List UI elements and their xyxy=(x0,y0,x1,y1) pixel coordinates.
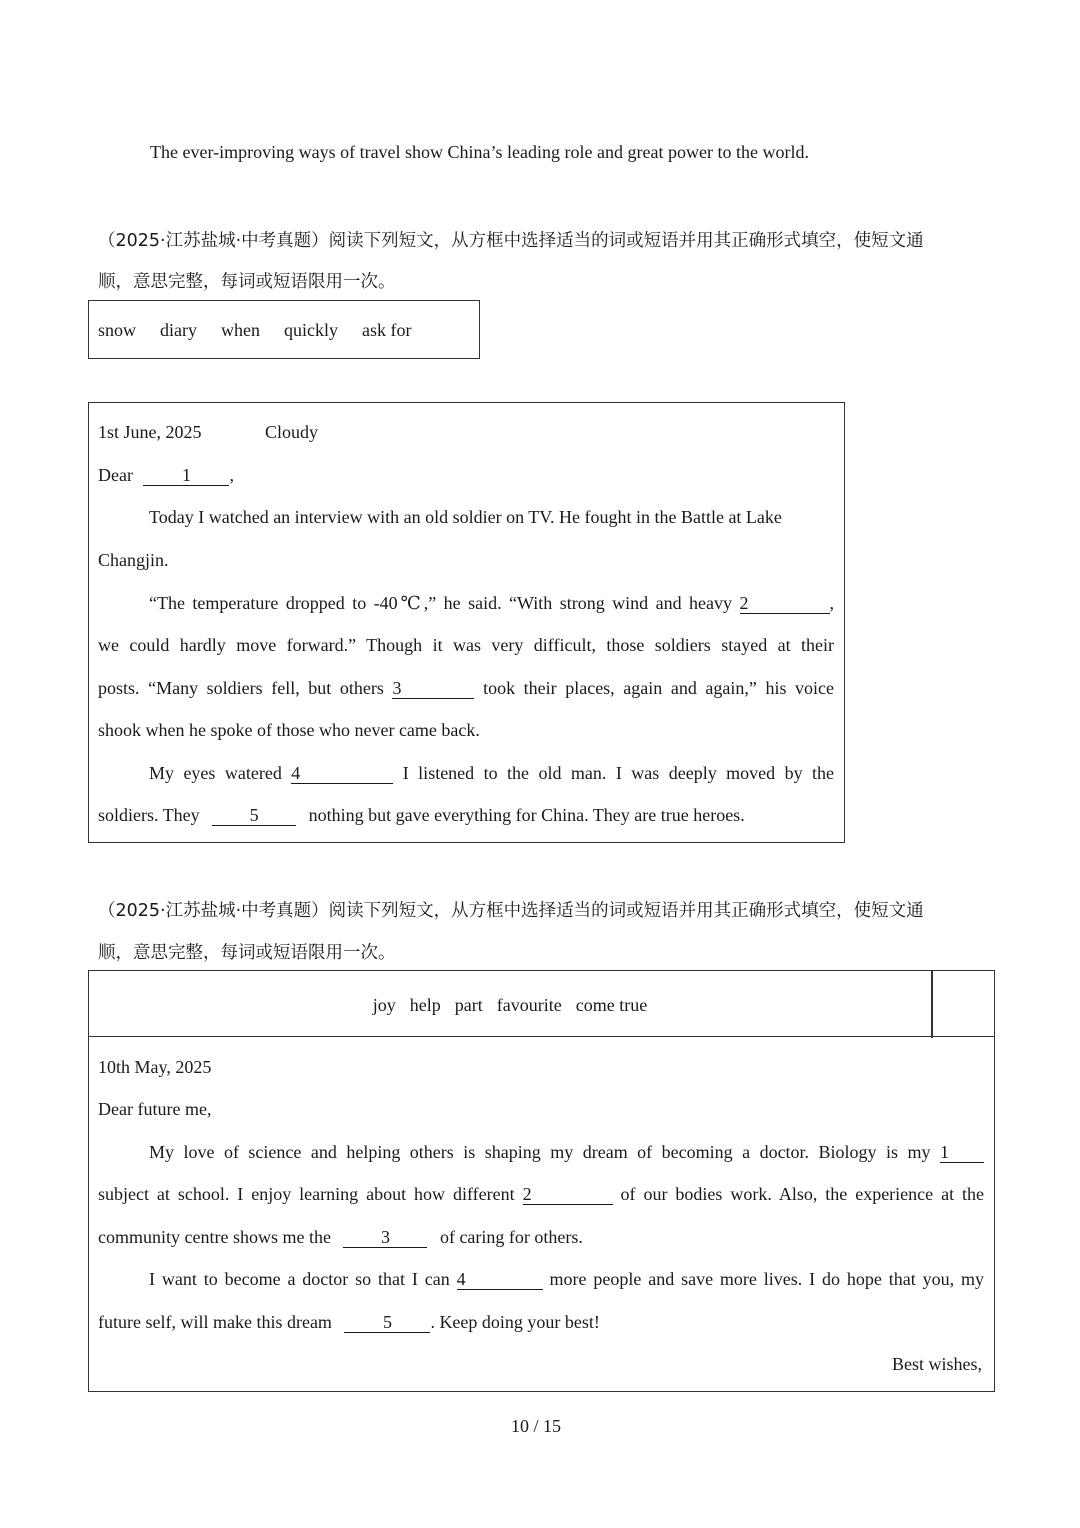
letter-p1-line2 xyxy=(98,1184,984,1205)
blank-4[interactable]: 4 xyxy=(291,764,393,784)
word-bank-item: joy xyxy=(372,995,396,1015)
exercise2-word-bank-box xyxy=(88,970,995,1037)
word-bank-item: diary xyxy=(160,320,197,340)
word-bank-item: when xyxy=(221,320,260,340)
diary-date: 1st June, 2025 xyxy=(98,422,202,442)
passage-closing-sentence: The ever-improving ways of travel show China’s leading role and great power to the world. xyxy=(150,142,809,162)
letter-greeting: Dear future me, xyxy=(98,1099,212,1119)
text-segment: My love of science and helping others is shaping my dream of becoming a doctor. Biology is my xyxy=(149,1142,931,1162)
letter-p1-line3 xyxy=(98,1227,583,1248)
text-segment: nothing but gave everything for China. They are true heroes. xyxy=(308,805,745,825)
page-number: 10 / 15 xyxy=(510,1416,561,1436)
blank-4[interactable]: 4 xyxy=(457,1270,543,1290)
text-segment: of our bodies work. Also, the experience at the xyxy=(620,1184,985,1204)
exercise1-instruction-line1: （2025·江苏盐城·中考真题）阅读下列短文，从方框中选择适当的词或短语并用其正确形式填空，使短文通 xyxy=(98,231,924,251)
word-bank-item: come true xyxy=(575,995,648,1015)
letter-p1-line1 xyxy=(149,1142,984,1163)
blank-1[interactable]: 1 xyxy=(143,466,229,486)
word-bank-item: favourite xyxy=(496,995,562,1015)
text-segment: posts. “Many soldiers fell, but others xyxy=(98,678,384,698)
exercise1-word-bank xyxy=(98,320,411,341)
blank-3[interactable]: 3 xyxy=(392,679,474,699)
letter-closing: Best wishes, xyxy=(892,1354,982,1374)
diary-p1-line2: Changjin. xyxy=(98,550,169,570)
blank-2[interactable]: 2 xyxy=(740,594,830,614)
diary-p2-line3 xyxy=(98,678,834,699)
text-segment: future self, will make this dream xyxy=(98,1312,332,1332)
word-bank-item: ask for xyxy=(362,320,412,340)
blank-5[interactable]: 5 xyxy=(212,806,296,826)
exercise1-word-bank-box xyxy=(88,300,480,359)
text-segment: soldiers. They xyxy=(98,805,200,825)
word-bank-item: part xyxy=(454,995,483,1015)
greeting-prefix: Dear xyxy=(98,465,133,485)
text-segment: I listened to the old man. I was deeply moved by the xyxy=(402,763,835,783)
exercise1-diary-box xyxy=(88,402,845,843)
word-bank-divider xyxy=(931,971,933,1038)
diary-p2-line4: shook when he spoke of those who never came back. xyxy=(98,720,480,740)
blank-2[interactable]: 2 xyxy=(523,1185,613,1205)
text-segment: subject at school. I enjoy learning about how different xyxy=(98,1184,515,1204)
blank-1[interactable]: 1 xyxy=(940,1143,984,1163)
diary-p2-line1 xyxy=(149,593,834,614)
text-segment: of caring for others. xyxy=(439,1227,583,1247)
diary-p1-line1: Today I watched an interview with an old soldier on TV. He fought in the Battle at Lake xyxy=(149,507,782,527)
text-segment: My eyes watered xyxy=(149,763,282,783)
exercise2-instruction-line2: 顺，意思完整，每词或短语限用一次。 xyxy=(98,943,396,963)
letter-p2-line1 xyxy=(149,1269,984,1290)
exercise2-word-bank xyxy=(89,995,931,1016)
diary-greeting xyxy=(98,465,234,486)
word-bank-item: snow xyxy=(98,320,137,340)
text-segment: I want to become a doctor so that I can xyxy=(149,1269,450,1289)
exercise2-instruction-line1: （2025·江苏盐城·中考真题）阅读下列短文，从方框中选择适当的词或短语并用其正确形式填空，使短文通 xyxy=(98,901,924,921)
word-bank-item: help xyxy=(409,995,441,1015)
letter-p2-line2 xyxy=(98,1312,600,1333)
letter-date: 10th May, 2025 xyxy=(98,1057,212,1077)
diary-p2-line2: we could hardly move forward.” Though it was very difficult, those soldiers stayed at their xyxy=(98,635,834,655)
diary-p3-line1 xyxy=(149,763,834,784)
blank-5[interactable]: 5 xyxy=(344,1313,430,1333)
text-segment: , xyxy=(829,593,834,613)
exercise1-instruction-line2: 顺，意思完整，每词或短语限用一次。 xyxy=(98,272,396,292)
exercise2-letter-box xyxy=(88,1036,995,1392)
text-segment: more people and save more lives. I do hope that you, my xyxy=(549,1269,984,1289)
text-segment: . Keep doing your best! xyxy=(430,1312,600,1332)
diary-p3-line2 xyxy=(98,805,745,826)
word-bank-item: quickly xyxy=(284,320,338,340)
text-segment: took their places, again and again,” his voice xyxy=(483,678,835,698)
diary-weather: Cloudy xyxy=(265,422,319,442)
text-segment: community centre shows me the xyxy=(98,1227,331,1247)
blank-3[interactable]: 3 xyxy=(343,1228,427,1248)
greeting-suffix: , xyxy=(229,465,234,485)
text-segment: “The temperature dropped to -40℃,” he said. “With strong wind and heavy xyxy=(149,593,733,613)
